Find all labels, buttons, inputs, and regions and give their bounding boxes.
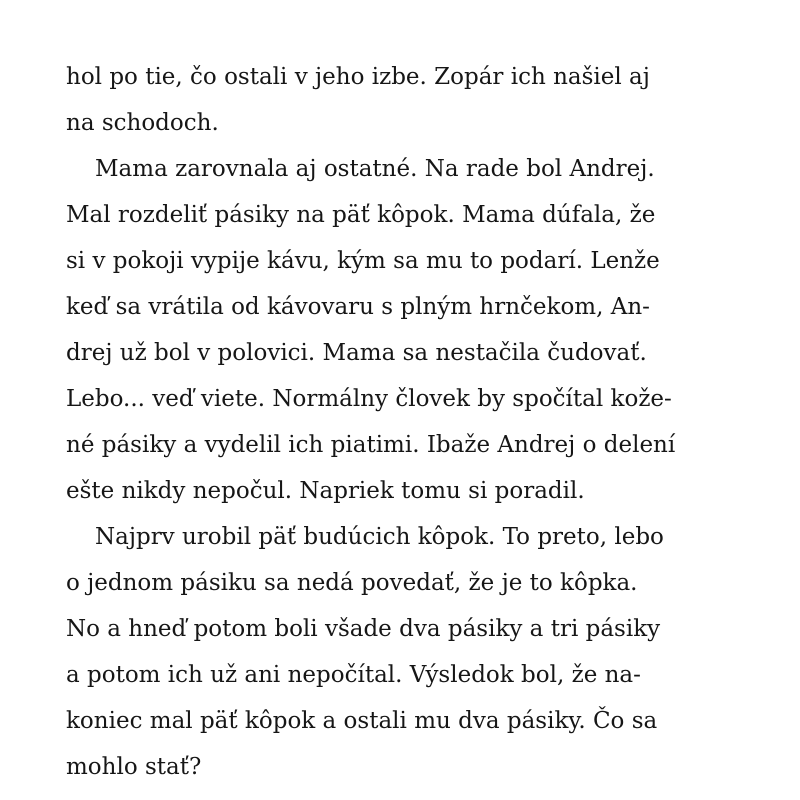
text-line: Lebo... veď viete. Normálny človek by spočítal kože-	[66, 386, 672, 412]
text-line: hol po tie, čo ostali v jeho izbe. Zopár ich našiel aj	[66, 64, 650, 90]
text-line: keď sa vrátila od kávovaru s plným hrnčekom, An-	[66, 294, 650, 320]
text-line: né pásiky a vydelil ich piatimi. Ibaže Andrej o delení	[66, 432, 676, 458]
body-text	[66, 54, 746, 790]
paragraph-start-line: Najprv urobil päť budúcich kôpok. To preto, lebo	[95, 524, 664, 550]
text-line: drej už bol v polovici. Mama sa nestačila čudovať.	[66, 340, 647, 366]
text-line: Mal rozdeliť pásiky na päť kôpok. Mama dúfala, že	[66, 202, 656, 228]
text-line: a potom ich už ani nepočítal. Výsledok bol, že na-	[66, 662, 641, 688]
text-line: ešte nikdy nepočul. Napriek tomu si poradil.	[66, 478, 585, 504]
text-line: No a hneď potom boli všade dva pásiky a tri pásiky	[66, 616, 661, 642]
text-line: o jednom pásiku sa nedá povedať, že je to kôpka.	[66, 570, 638, 596]
text-line: mohlo stať?	[66, 754, 202, 780]
text-line: koniec mal päť kôpok a ostali mu dva pásiky. Čo sa	[66, 708, 658, 734]
text-line: si v pokoji vypije kávu, kým sa mu to podarí. Lenže	[66, 248, 660, 274]
paragraph-start-line: Mama zarovnala aj ostatné. Na rade bol Andrej.	[95, 156, 655, 182]
text-line: na schodoch.	[66, 110, 219, 136]
